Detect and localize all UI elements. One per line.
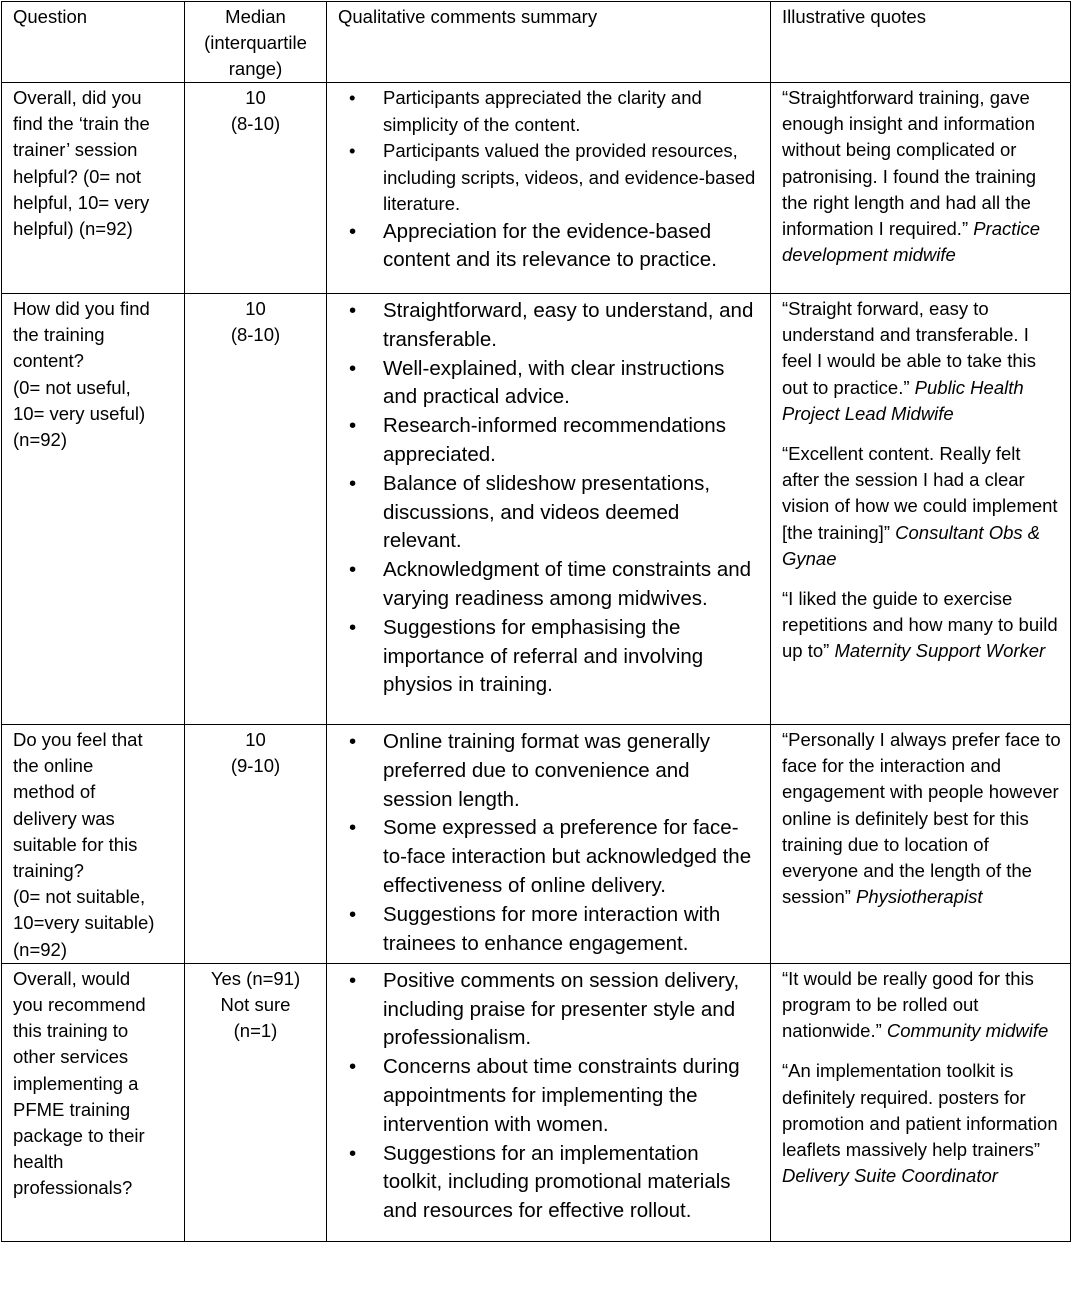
quote-block bbox=[782, 1058, 1062, 1189]
comment-item: • Acknowledgment of time constraints and varying readiness among midwives. bbox=[327, 556, 762, 614]
question-cell bbox=[2, 963, 185, 1241]
comment-item: • Some expressed a preference for face-to-face interaction but acknowledged the effectiveness of online delivery. bbox=[327, 814, 762, 900]
quote-text: “Straightforward training, gave enough insight and information without being complicated or patronising. I found the training the right length and had all the information I required.” bbox=[782, 87, 1037, 240]
median-value: 10 bbox=[245, 729, 266, 750]
quote-block bbox=[782, 966, 1062, 1045]
table-row bbox=[2, 294, 1071, 725]
question-line: find the ‘train the bbox=[13, 113, 150, 135]
header-median-line: Median bbox=[225, 6, 286, 27]
question-line: the training bbox=[13, 324, 105, 346]
quote-attribution: Physiotherapist bbox=[856, 886, 983, 908]
question-cell bbox=[2, 83, 185, 294]
comment-item: • Well-explained, with clear instructions and practical advice. bbox=[327, 355, 762, 413]
question-line: helpful) (n=92) bbox=[13, 218, 133, 240]
median-range: (n=1) bbox=[233, 1020, 278, 1042]
median-value: 10 bbox=[245, 87, 266, 108]
quote-attribution: Public Health Project Lead Midwife bbox=[782, 376, 1024, 424]
quote-attribution: Consultant Obs & Gynae bbox=[782, 521, 1041, 569]
header-median-line: range) bbox=[228, 58, 283, 79]
question-cell bbox=[2, 725, 185, 964]
question-cell bbox=[2, 294, 185, 725]
median-range: (8-10) bbox=[230, 324, 281, 346]
median-range: Not sure bbox=[220, 994, 291, 1016]
comment-item: • Research-informed recommendations appreciated. bbox=[327, 412, 762, 470]
quote-text: “It would be really good for this program to be rolled out nationwide.” bbox=[782, 967, 1034, 1042]
quote-attribution: Delivery Suite Coordinator bbox=[782, 1165, 998, 1187]
quote-block bbox=[782, 586, 1062, 665]
quote-text: “Personally I always prefer face to face for the interaction and engagement with people however online is definitely best for this training due to location of everyone and the length of the session” bbox=[782, 729, 1061, 908]
median-cell bbox=[185, 963, 327, 1241]
question-line: (0= not suitable, bbox=[13, 886, 146, 908]
question-line: Do you feel that bbox=[13, 729, 143, 750]
comment-item: • Suggestions for an implementation toolkit, including promotional materials and resources for effective rollout. bbox=[327, 1140, 762, 1226]
comment-item: • Balance of slideshow presentations, discussions, and videos deemed relevant. bbox=[327, 470, 762, 556]
question-line: the online bbox=[13, 755, 94, 777]
median-value: Yes (n=91) bbox=[210, 967, 301, 989]
question-line: Overall, would bbox=[13, 967, 131, 989]
median-cell bbox=[185, 725, 327, 964]
question-line: delivery was bbox=[13, 807, 115, 829]
comment-item: • Suggestions for more interaction with trainees to enhance engagement. bbox=[327, 901, 762, 959]
quote-text: “I liked the guide to exercise repetitions and how many to build up to” bbox=[782, 588, 1058, 662]
quote-text: “An implementation toolkit is definitely required. posters for promotion and patient information leaflets massively help trainers” bbox=[782, 1060, 1058, 1161]
quotes-cell bbox=[771, 83, 1071, 294]
quote-block bbox=[782, 85, 1062, 268]
header-quotes: Illustrative quotes bbox=[771, 2, 1071, 83]
comment-item: • Straightforward, easy to understand, and transferable. bbox=[327, 297, 762, 355]
question-line: How did you find bbox=[13, 298, 150, 319]
question-line: this training to bbox=[13, 1020, 129, 1042]
quote-block bbox=[782, 296, 1062, 427]
table-row bbox=[2, 963, 1071, 1241]
quote-attribution: Maternity Support Worker bbox=[834, 640, 1046, 662]
comment-item: • Participants appreciated the clarity and simplicity of the content. bbox=[327, 85, 762, 138]
header-median-line: (interquartile bbox=[204, 32, 307, 53]
comments-cell bbox=[327, 294, 771, 725]
question-line: helpful, 10= very bbox=[13, 191, 150, 213]
quote-attribution: Practice development midwife bbox=[782, 218, 1041, 266]
comment-item: • Positive comments on session delivery, including praise for presenter style and professionalism. bbox=[327, 967, 762, 1053]
results-table bbox=[1, 1, 1071, 1242]
question-line: professionals? bbox=[13, 1177, 133, 1199]
comments-cell bbox=[327, 725, 771, 964]
question-line: PFME training bbox=[13, 1098, 131, 1120]
header-question: Question bbox=[2, 2, 185, 83]
question-line: 10=very suitable) bbox=[13, 912, 155, 934]
question-line: you recommend bbox=[13, 994, 146, 1016]
question-line: (n=92) bbox=[13, 938, 67, 960]
header-row bbox=[2, 2, 1071, 83]
table-row bbox=[2, 83, 1071, 294]
question-line: implementing a bbox=[13, 1072, 139, 1094]
comment-item: • Online training format was generally preferred due to convenience and session length. bbox=[327, 728, 762, 814]
median-cell bbox=[185, 294, 327, 725]
quote-block bbox=[782, 727, 1062, 910]
quotes-cell bbox=[771, 294, 1071, 725]
comment-item: • Suggestions for emphasising the importance of referral and involving physios in training. bbox=[327, 614, 762, 700]
comment-item: • Concerns about time constraints during appointments for implementing the intervention with women. bbox=[327, 1053, 762, 1139]
quote-text: “Straight forward, easy to understand and transferable. I feel I would be able to take this out to practice.” bbox=[782, 298, 1037, 398]
table-row bbox=[2, 725, 1071, 964]
question-line: health bbox=[13, 1151, 64, 1173]
comment-item: • Participants valued the provided resources, including scripts, videos, and evidence-based literature. bbox=[327, 138, 762, 218]
question-line: package to their bbox=[13, 1125, 145, 1147]
question-line: helpful? (0= not bbox=[13, 165, 142, 187]
question-line: method of bbox=[13, 781, 96, 803]
question-line: training? bbox=[13, 860, 84, 882]
median-value: 10 bbox=[245, 298, 266, 319]
quote-text: “Excellent content. Really felt after the session I had a clear vision of how we could implement [the training]” bbox=[782, 443, 1058, 543]
question-line: other services bbox=[13, 1046, 129, 1068]
quote-block bbox=[782, 441, 1062, 572]
comments-cell bbox=[327, 963, 771, 1241]
question-line: content? bbox=[13, 350, 84, 372]
header-median bbox=[185, 2, 327, 83]
question-line: suitable for this bbox=[13, 833, 138, 855]
comment-item: • Appreciation for the evidence-based content and its relevance to practice. bbox=[327, 218, 762, 275]
question-line: trainer’ session bbox=[13, 139, 138, 161]
question-line: 10= very useful) bbox=[13, 402, 146, 424]
quotes-cell bbox=[771, 963, 1071, 1241]
quotes-cell bbox=[771, 725, 1071, 964]
comments-cell bbox=[327, 83, 771, 294]
question-line: Overall, did you bbox=[13, 87, 142, 108]
quote-attribution: Community midwife bbox=[886, 1020, 1049, 1042]
median-range: (8-10) bbox=[230, 113, 281, 135]
question-line: (0= not useful, bbox=[13, 376, 131, 398]
header-comments: Qualitative comments summary bbox=[327, 2, 771, 83]
median-cell bbox=[185, 83, 327, 294]
question-line: (n=92) bbox=[13, 429, 67, 451]
median-range: (9-10) bbox=[230, 755, 281, 777]
